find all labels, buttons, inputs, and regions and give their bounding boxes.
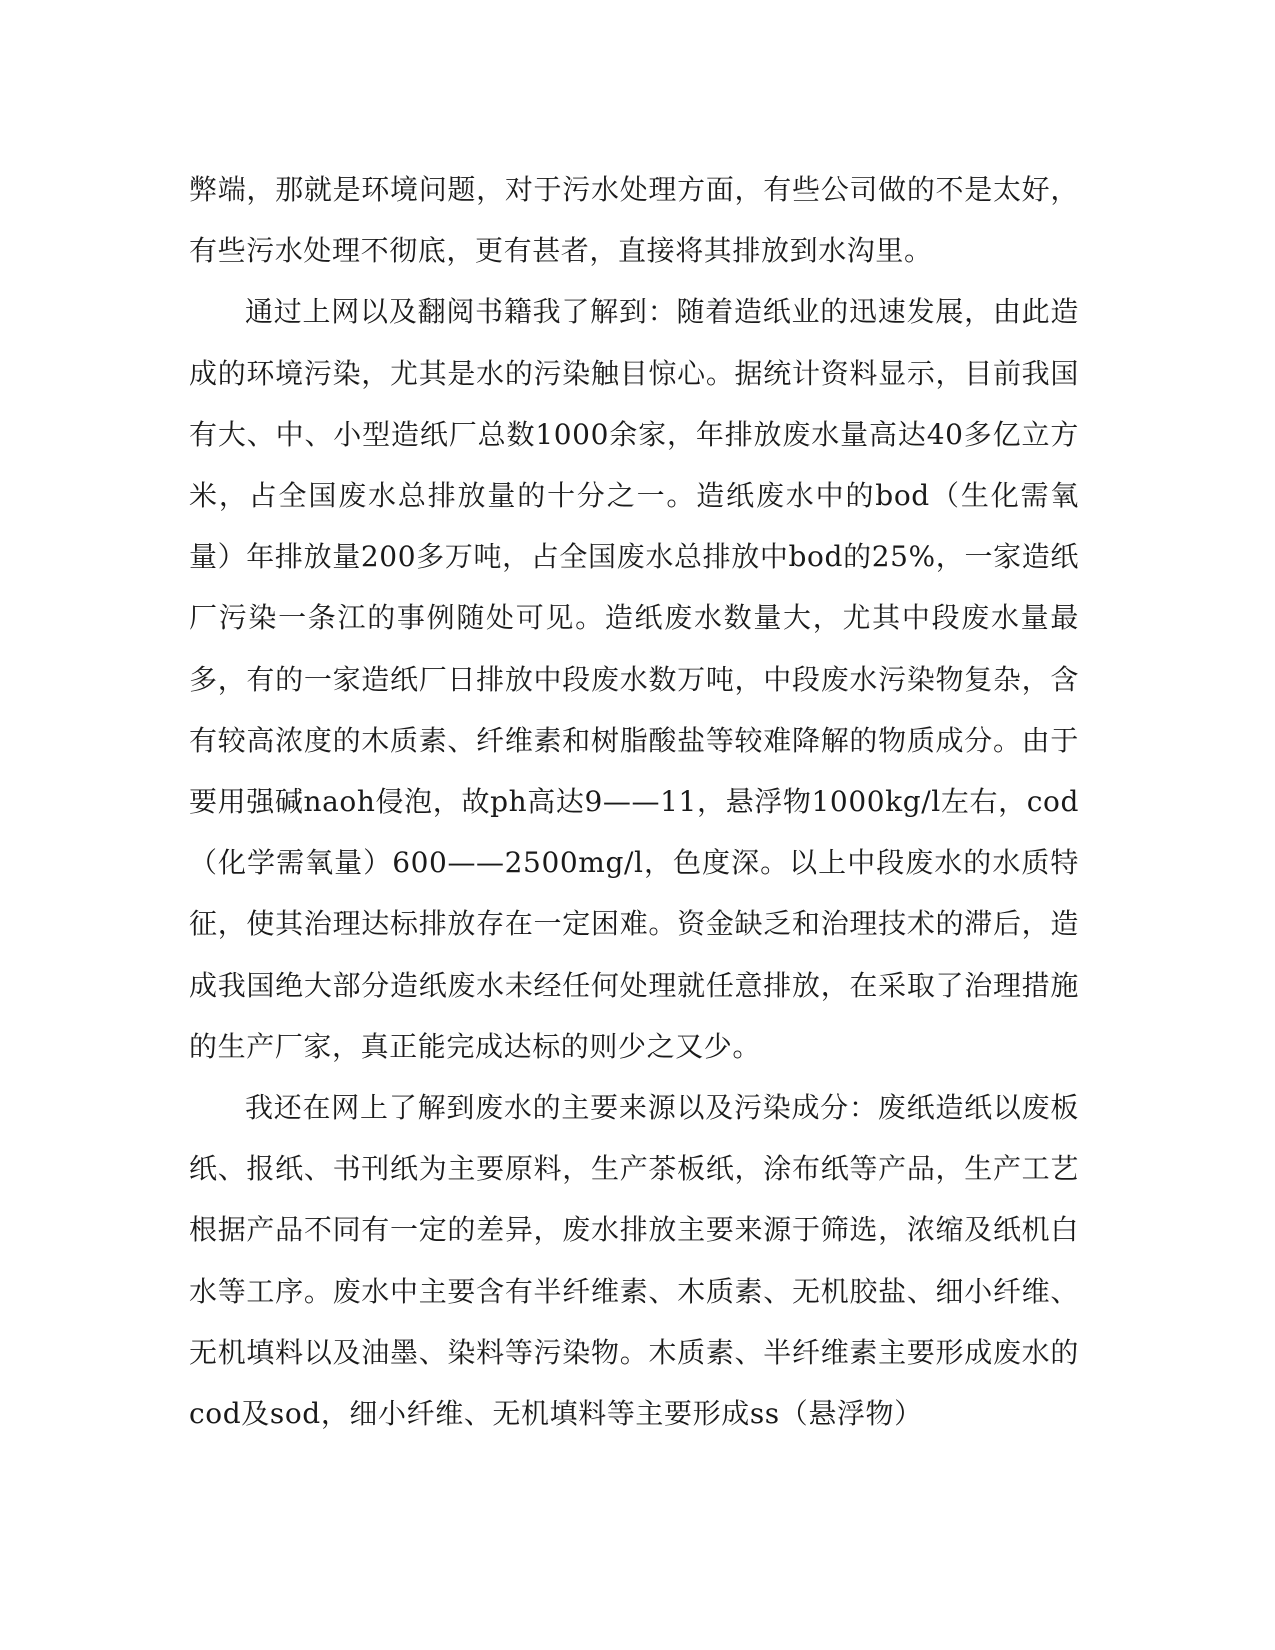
paragraph-pollution-statistics: 通过上网以及翻阅书籍我了解到：随着造纸业的迅速发展，由此造成的环境污染，尤其是水的污染触目惊心。据统计资料显示，目前我国有大、中、小型造纸厂总数1000余家，年排放废水量高达40多亿立方米，占全国废水总排放量的十分之一。造纸废水中的bod（生化需氧量）年排放量200多万吨，占全国废水总排放中bod的25%，一家造纸厂污染一条江的事例随处可见。造纸废水数量大，尤其中段废水量最多，有的一家造纸厂日排放中段废水数万吨，中段废水污染物复杂，含有较高浓度的木质素、纤维素和树脂酸盐等较难降解的物质成分。由于要用强碱naoh侵泡，故ph高达9——11，悬浮物1000kg/l左右，cod（化学需氧量）600——2500mg/l，色度深。以上中段废水的水质特征，使其治理达标排放存在一定困难。资金缺乏和治理技术的滞后，造成我国绝大部分造纸废水未经任何处理就任意排放，在采取了治理措施的生产厂家，真正能完成达标的则少之又少。: [189, 295, 1079, 1063]
paragraph-wastewater-sources: 我还在网上了解到废水的主要来源以及污染成分：废纸造纸以废板纸、报纸、书刊纸为主要原料，生产茶板纸，涂布纸等产品，生产工艺根据产品不同有一定的差异，废水排放主要来源于筛选，浓缩及纸机白水等工序。废水中主要含有半纤维素、木质素、无机胶盐、细小纤维、无机填料以及油墨、染料等污染物。木质素、半纤维素主要形成废水的cod及sod，细小纤维、无机填料等主要形成ss（悬浮物）: [189, 1091, 1079, 1431]
document-body: [189, 159, 1079, 1444]
paragraph-continuation: 弊端，那就是环境问题，对于污水处理方面，有些公司做的不是太好，有些污水处理不彻底，更有甚者，直接将其排放到水沟里。: [189, 173, 1079, 268]
